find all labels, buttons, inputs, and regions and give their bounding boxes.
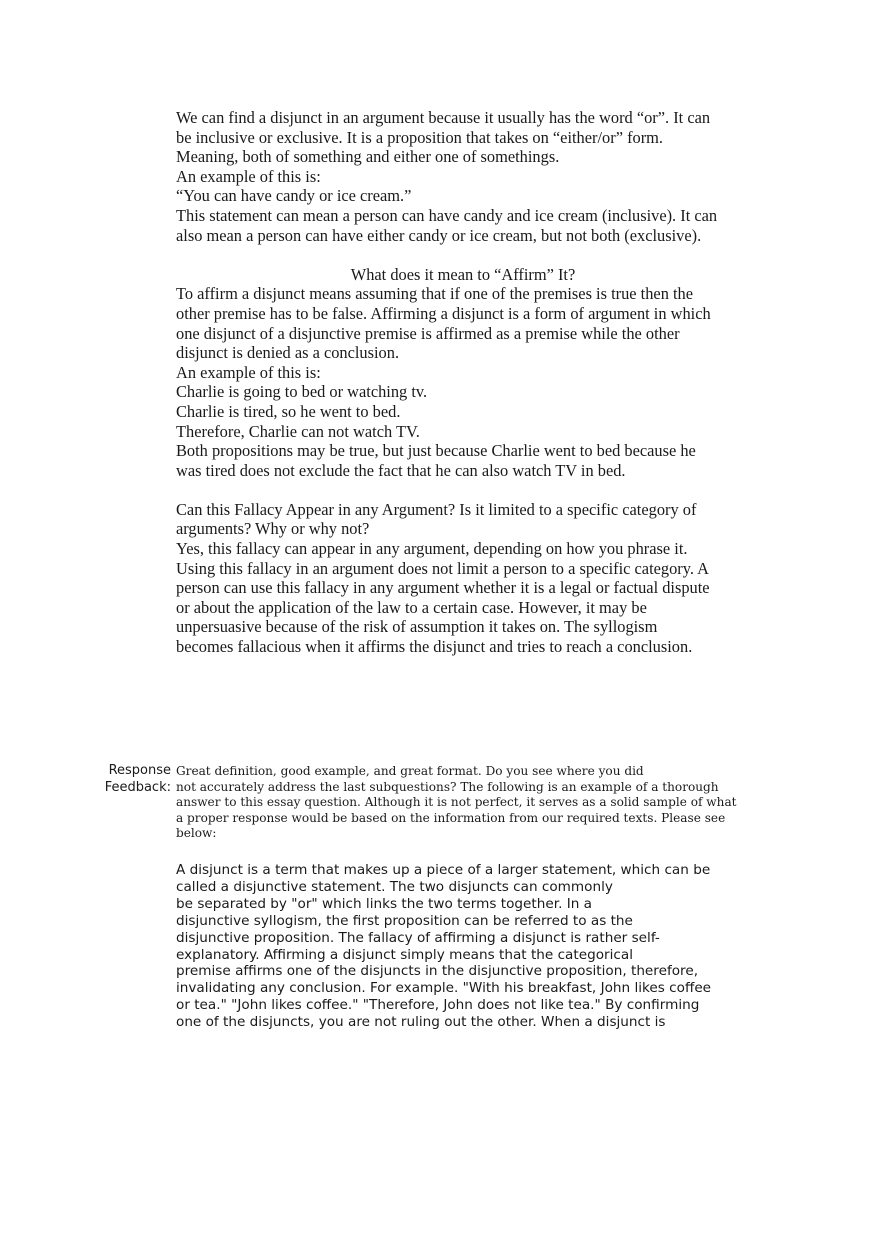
sample-line: or tea." "John likes coffee." "Therefore, John does not like tea." By confirming [176, 997, 700, 1014]
sample-line: disjunctive proposition. The fallacy of afﬁrming a disjunct is rather self- [176, 929, 660, 946]
essay-line: Meaning, both of something and either one of somethings. [176, 147, 560, 167]
essay-line: also mean a person can have either candy or ice cream, but not both (exclusive). [176, 225, 702, 245]
essay-line: Charlie is tired, so he went to bed. [176, 401, 401, 421]
label-line: Feedback: [104, 779, 171, 795]
essay-line: disjunct is denied as a conclusion. [176, 343, 400, 363]
essay-paragraph-disjunct [176, 108, 776, 245]
sample-line: be separated by "or" which links the two terms together. In a [176, 895, 592, 912]
essay-line: be inclusive or exclusive. It is a proposition that takes on “either/or” form. [176, 127, 664, 147]
feedback-line: a proper response would be based on the information from our required texts. Please see [176, 810, 726, 825]
essay-line: Therefore, Charlie can not watch TV. [176, 421, 420, 441]
essay-line: Yes, this fallacy can appear in any argument, depending on how you phrase it. [176, 539, 688, 559]
essay-paragraph-affirm [176, 284, 776, 480]
sample-line: premise afﬁrms one of the disjuncts in the disjunctive proposition, therefore, [176, 963, 699, 980]
essay-line: Using this fallacy in an argument does not limit a person to a specific category. A [176, 558, 710, 578]
essay-line: unpersuasive because of the risk of assumption it takes on. The syllogism [176, 617, 658, 637]
essay-paragraph-fallacy [176, 500, 776, 657]
sample-line: explanatory. Afﬁrming a disjunct simply means that the categorical [176, 946, 633, 963]
essay-line: was tired does not exclude the fact that he can also watch TV in bed. [176, 460, 626, 480]
essay-line: An example of this is: [176, 362, 321, 382]
essay-line: Can this Fallacy Appear in any Argument? Is it limited to a specific category of [176, 499, 697, 519]
essay-line: other premise has to be false. Affirming a disjunct is a form of argument in which [176, 303, 711, 323]
essay-line: becomes fallacious when it affirms the disjunct and tries to reach a conclusion. [176, 637, 693, 657]
essay-line: Both propositions may be true, but just because Charlie went to bed because he [176, 441, 696, 461]
essay-line: Charlie is going to bed or watching tv. [176, 382, 428, 402]
paragraph-spacer [176, 480, 776, 500]
essay-line: We can find a disjunct in an argument because it usually has the word “or”. It can [176, 108, 711, 127]
response-feedback-label [99, 763, 171, 796]
feedback-line: not accurately address the last subquestions? The following is an example of a thorough [176, 779, 719, 794]
feedback-line: below: [176, 826, 217, 841]
essay-line: To affirm a disjunct means assuming that if one of the premises is true then the [176, 284, 694, 304]
essay-line: person can use this fallacy in any argument whether it is a legal or factual dispute [176, 578, 710, 598]
feedback-line: answer to this essay question. Although it is not perfect, it serves as a solid sample of what [176, 795, 737, 810]
paragraph-spacer [176, 245, 776, 265]
essay-line: This statement can mean a person can have candy and ice cream (inclusive). It can [176, 205, 718, 225]
essay-answer [176, 108, 776, 657]
feedback-intro [176, 764, 756, 842]
essay-line: or about the application of the law to a certain case. However, it may be [176, 597, 647, 617]
essay-line: arguments? Why or why not? [176, 519, 370, 539]
essay-line: “You can have candy or ice cream.” [176, 186, 412, 206]
essay-line: one disjunct of a disjunctive premise is affirmed as a premise while the other [176, 323, 680, 343]
feedback-sample-answer [176, 862, 756, 1031]
sample-line: invalidating any conclusion. For example. "With his breakfast, John likes coffee [176, 980, 712, 997]
sample-line: called a disjunctive statement. The two disjuncts can commonly [176, 878, 613, 895]
label-line: Response [108, 763, 171, 778]
feedback-line: Great definition, good example, and great format. Do you see where you did [176, 764, 644, 778]
sample-line: disjunctive syllogism, the first proposition can be referred to as the [176, 912, 633, 929]
essay-heading-affirm: What does it mean to “Affirm” It? [350, 264, 576, 284]
sample-line: one of the disjuncts, you are not ruling out the other. When a disjunct is [176, 1014, 666, 1031]
essay-line: An example of this is: [176, 166, 321, 186]
sample-line: A disjunct is a term that makes up a piece of a larger statement, which can be [176, 862, 711, 878]
